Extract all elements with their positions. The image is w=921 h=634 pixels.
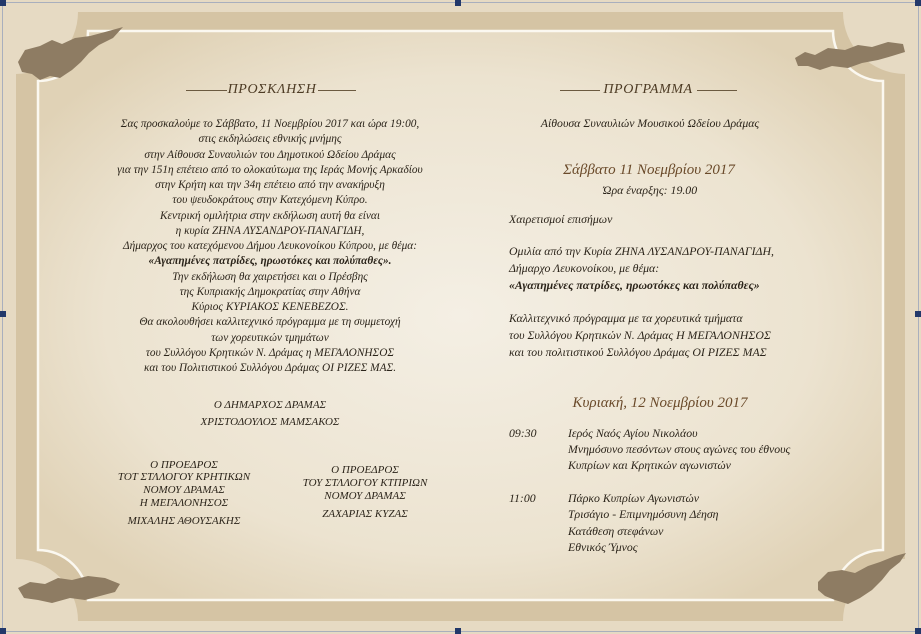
signature-line: ΝΟΜΟΥ ΔΡΑΜΑΣ xyxy=(143,484,225,496)
resize-handle-top-left[interactable] xyxy=(0,0,6,6)
venue: Αίθουσα Συναυλιών Μουσικού Ωδείου Δράμας xyxy=(540,116,760,130)
resize-handle-right[interactable] xyxy=(915,311,921,317)
body-line: στην Αίθουσα Συναυλιών του Δημοτικού Ωδείου Δράμας xyxy=(144,148,396,161)
program-line: του Συλλόγου Κρητικών Ν. Δράμας Η ΜΕΓΑΛΟΝΗΣΟΣ xyxy=(509,328,771,342)
event-line: Εθνικός Ύμνος xyxy=(568,539,638,554)
invitation-title: ΠΡΟΣΚΛΗΣΗ xyxy=(227,82,317,97)
speech-theme: «Αγαπημένες πατρίδες, ηρωοτόκες και πολύπαθες» xyxy=(509,278,760,292)
day1-heading: Σάββατο 11 Νοεμβρίου 2017 xyxy=(563,162,735,178)
speech-block xyxy=(509,243,774,294)
signature-line: ΤΟΥ ΣΤΛΛΟΓΟΥ ΚΤΠΡΙΩΝ xyxy=(302,476,428,489)
resize-handle-bottom-right[interactable] xyxy=(915,628,921,634)
signature-line: ΝΟΜΟΥ ΔΡΑΜΑΣ xyxy=(324,489,406,502)
body-line: Την εκδήλωση θα χαιρετήσει και ο Πρέσβης xyxy=(172,270,368,283)
resize-handle-bottom[interactable] xyxy=(455,628,461,634)
title-rule-right xyxy=(318,90,356,91)
day2-heading: Κυριακή, 12 Νοεμβρίου 2017 xyxy=(572,395,748,411)
speech-line: Δήμαρχο Λευκονοίκου, με θέμα: xyxy=(509,261,660,275)
event-time: 11:00 xyxy=(509,491,536,505)
signature-line: Ο ΠΡΟΕΔΡΟΣ xyxy=(331,463,399,476)
event-line: Τρισάγιο - Επιμνημόσυνη Δέηση xyxy=(568,507,719,522)
signature-name: ΜΙΧΑΛΗΣ ΑΘΟΥΣΑΚΗΣ xyxy=(127,515,241,527)
event-time: 09:30 xyxy=(509,426,537,440)
body-line: των χορευτικών τμημάτων xyxy=(211,331,329,344)
greetings: Χαιρετισμοί επισήμων xyxy=(509,212,613,226)
resize-handle-bottom-left[interactable] xyxy=(0,628,6,634)
speech-theme: «Αγαπημένες πατρίδες, ηρωοτόκες και πολύπαθες». xyxy=(148,255,392,268)
body-line: Κεντρική ομιλήτρια στην εκδήλωση αυτή θα είναι xyxy=(160,209,380,222)
body-line: Δήμαρχος του κατεχόμενου Δήμου Λευκονοίκου Κύπρου, με θέμα: xyxy=(123,240,417,252)
body-line: Σας προσκαλούμε το Σάββατο, 11 Νοεμβρίου 2017 και ώρα 19:00, xyxy=(120,118,420,130)
signature-line: ΤΟΤ ΣΤΛΛΟΓΟΥ ΚΡΗΤΙΚΩΝ xyxy=(117,471,251,484)
invitation-body xyxy=(70,117,470,376)
body-line: στην Κρήτη και την 34η επέτειο από την ανακήρυξη xyxy=(155,179,385,191)
event-details xyxy=(568,490,719,555)
body-line: και του Πολιτιστικού Συλλόγου Δράμας ΟΙ ΡΙΖΕΣ ΜΑΣ. xyxy=(143,362,397,374)
body-line: η κυρία ΖΗΝΑ ΛΥΣΑΝΔΡΟΥ-ΠΑΝΑΓΙΔΗ, xyxy=(175,224,365,237)
signature-line: Ο ΠΡΟΕΔΡΟΣ xyxy=(150,458,218,471)
body-line: του Συλλόγου Κρητικών Ν. Δράμας η ΜΕΓΑΛΟΝΗΣΟΣ xyxy=(145,346,395,359)
event-line: Κυπρίων και Κρητικών αγωνιστών xyxy=(568,458,731,472)
event-line: Πάρκο Κυπρίων Αγωνιστών xyxy=(568,491,699,505)
body-line: του ψευδοκράτους στην Κατεχόμενη Κύπρο. xyxy=(172,194,368,207)
program-line: Καλλιτεχνικό πρόγραμμα με τα χορευτικά τμήματα xyxy=(509,311,743,325)
event-line: Μνημόσυνο πεσόντων στους αγώνες του έθνους xyxy=(568,442,791,456)
program-title: ΠΡΟΓΡΑΜΜΑ xyxy=(603,82,693,97)
signature-name: ΖΑΧΑΡΙΑΣ ΚΥΖΑΣ xyxy=(322,508,408,520)
body-line: στις εκδηλώσεις εθνικής μνήμης xyxy=(198,133,342,146)
event-line: Ιερός Ναός Αγίου Νικολάου xyxy=(568,426,698,440)
mayor-name: ΧΡΙΣΤΟΔΟΥΛΟΣ ΜΑΜΣΑΚΟΣ xyxy=(200,416,340,428)
mayor-role: Ο ΔΗΜΑΡΧΟΣ ΔΡΑΜΑΣ xyxy=(213,399,327,411)
body-line: Θα ακολουθήσει καλλιτεχνικό πρόγραμμα με τη συμμετοχή xyxy=(139,316,401,329)
start-time: Ώρα έναρξης: 19.00 xyxy=(602,183,698,197)
body-line: για την 151η επέτειο από το ολοκαύτωμα της Ιεράς Μονής Αρκαδίου xyxy=(117,163,423,176)
signature-block-cypriots xyxy=(245,464,485,503)
resize-handle-top[interactable] xyxy=(455,0,461,6)
title-rule-right xyxy=(697,90,737,91)
event-details xyxy=(568,425,790,473)
arts-program-block xyxy=(509,310,771,361)
speech-line: Ομιλία από την Κυρία ΖΗΝΑ ΛΥΣΑΝΔΡΟΥ-ΠΑΝΑΓΙΔΗ, xyxy=(509,244,774,258)
mayor-signature xyxy=(120,397,420,431)
event-line: Κατάθεση στεφάνων xyxy=(568,523,664,538)
resize-handle-left[interactable] xyxy=(0,311,6,317)
resize-handle-top-right[interactable] xyxy=(915,0,921,6)
signature-line: Η ΜΕΓΑΛΟΝΗΣΟΣ xyxy=(139,496,229,509)
body-line: της Κυπριακής Δημοκρατίας στην Αθήνα xyxy=(179,285,361,298)
body-line: Κύριος ΚΥΡΙΑΚΟΣ ΚΕΝΕΒΕΖΟΣ. xyxy=(191,301,349,313)
program-line: και του πολιτιστικού Συλλόγου Δράμας ΟΙ ΡΙΖΕΣ ΜΑΣ xyxy=(509,345,767,359)
